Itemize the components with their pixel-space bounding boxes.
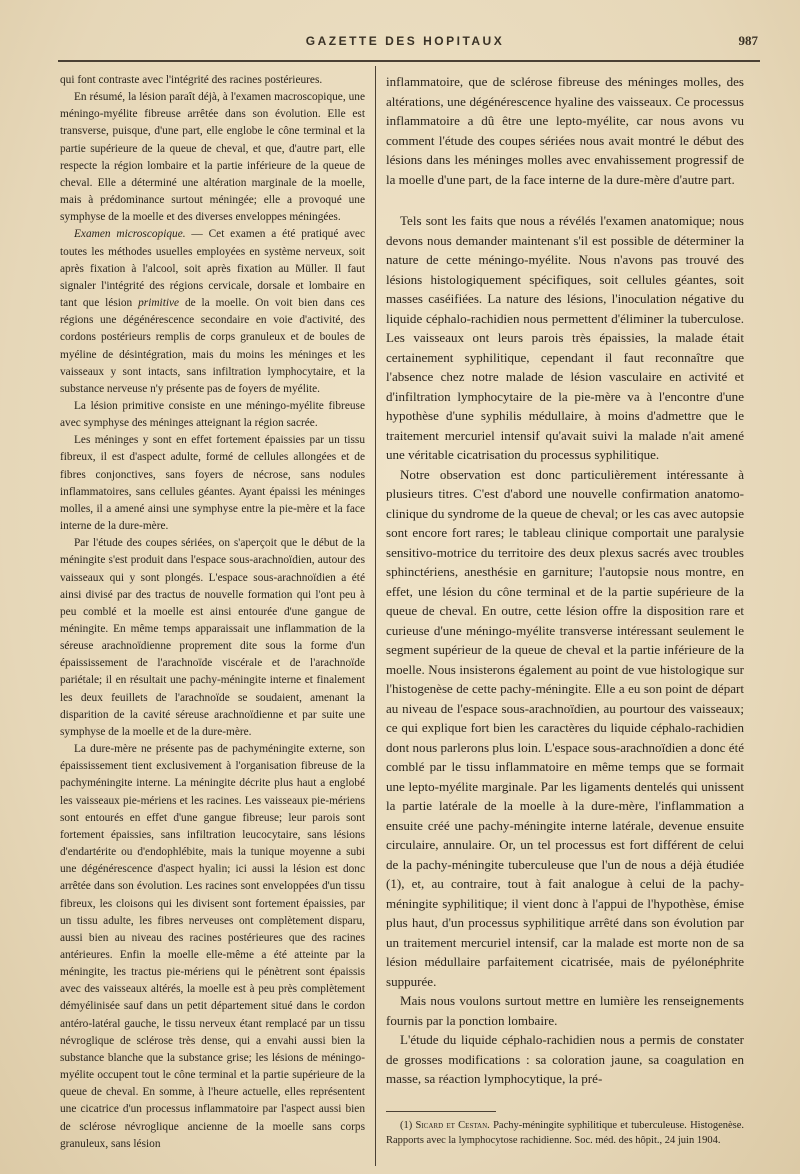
paragraph-text: de la moelle. On voit bien dans ces régions une dégénérescence secondaire en voie d'activité, des cordons postérieurs remplis de corps granuleux et de boules de myéline de désintégration, mais du moins les méninges et les vaisseaux y sont intacts, sans infiltration lymphocytaire, et la substance nerveuse n'y présente pas de foyers de myélite. — [60, 297, 365, 395]
journal-title: GAZETTE DES HOPITAUX — [305, 34, 505, 48]
paragraph: Mais nous voulons surtout mettre en lumière les renseignements fournis par la ponction lombaire. — [386, 993, 744, 1028]
paragraph: En résumé, la lésion paraît déjà, à l'examen macroscopique, une méningo-myélite fibreuse arrêtée dans son évolution. Elle est transverse, puisque, d'une part, elle englobe le cône terminal et la partie supérieure de la queue de cheval, et que, d'autre part, elle respecte la région lombaire et la partie inférieure de la queue de cheval. Elle a déterminé une altération marginale de la moelle, mais à prédominance surtout méningée; elle a provoqué une symphyse de la moelle et des diverses enveloppes méningées. — [60, 91, 365, 224]
paragraph — [60, 226, 365, 398]
right-column — [386, 72, 744, 1148]
footnote-authors: Sicard et Cestan. — [415, 1119, 490, 1131]
footnote-marker: (1) — [400, 1119, 416, 1131]
paragraph: La lésion primitive consiste en une méningo-myélite fibreuse avec symphyse des méninges atteignant la région sacrée. — [60, 399, 365, 430]
emphasis-word: primitive — [138, 297, 180, 310]
left-column — [60, 72, 365, 1153]
paragraph: La dure-mère ne présente pas de pachyméningite externe, son épaississement tient exclusivement à l'organisation fibreuse de la pachyméningite interne. La méningite décrite plus haut a englobé les vaisseaux pie-mériens et les racines. Les vaisseaux pie-mériens sont entourés en effet d'une gangue fibreuse; leur parois sont fortement épaissies, sans infiltration leucocytaire, sans lésions d'endartérite ou d'endophlébite, mais la tunique moyenne a subi une dégénérescence d'aspect hyalin; ici aussi la lésion est donc arrêtée dans son évolution. Les racines sont enveloppées d'un tissu fibreux, les cloisons qui les divisent sont fortement épaissies, par un tissu adulte, les fibres nerveuses ont complètement disparu, aussi bien au niveau des racines postérieures que des racines antérieures. Enfin la moelle elle-même a été atteinte par la méningite, les tractus pie-mériens qui le pénètrent sont épaissis avec des vaisseaux altérés, la moelle est à peu près complètement démyélinisée sauf dans un petit département situé dans le cordon antéro-latéral gauche, le tissu nerveux étant remplacé par un tissu névroglique de sclérose très dense, qui a envahi aussi bien la substance blanche que la substance grise; les lésions de méningo-myélite occupent tout le cône terminal et la partie supérieure de la queue de cheval. En somme, à l'heure actuelle, elles représentent une cicatrice d'un processus inflammatoire par l'aspect aussi bien de sclérose névroglique ancienne de la moelle sans corps granuleux, sans lésion — [60, 743, 365, 1150]
footnote-rule — [386, 1111, 496, 1112]
paragraph: Tels sont les faits que nous a révélés l'examen anatomique; nous devons nous demander maintenant s'il est possible de déterminer la nature de cette méningo-myélite. Nous n'avons pas trouvé des lésions histologiquement spécifiques, soit cellules géantes, soit masses caséifiées. La nature des lésions, l'inoculation négative du liquide céphalo-rachidien nous permettent d'éliminer la tuberculose. Les vaisseaux ont leurs parois très épaissies, la malade était certainement syphilitique, cependant il faut reconnaître que l'absence chez notre malade de lésion vasculaire en activité et d'infiltration lymphocytaire de la pie-mère va à l'encontre d'une hypothèse d'une syphilis médullaire, à moins d'admettre que le traitement mercuriel intensif qu'avait suivi la malade n'ait amené une véritable cicatrisation du processus syphilitique. — [386, 213, 744, 462]
page-header — [52, 30, 758, 52]
column-divider — [375, 66, 376, 1166]
heading-dash: — — [185, 228, 209, 241]
paragraph: L'étude du liquide céphalo-rachidien nous a permis de constater de grosses modifications : sa coloration jaune, sa coagulation en masse, sa réaction lymphocytique, la pré- — [386, 1032, 744, 1086]
paragraph: Par l'étude des coupes sériées, on s'aperçoit que le début de la méningite s'est produit dans l'espace sous-arachnoïdien, autour des vaisseaux qui y sont plongés. L'espace sous-arachnoïdien a été ainsi divisé par des tractus de nouvelle formation qui l'ont peu à peu comblé et la moelle est ainsi entourée d'une gangue de méningite. En même temps apparaissait une inflammation de la séreuse arachnoïdienne proprement dite sous la forme d'un épaississement de l'arachnoïde viscérale et de l'arachnoïde pariétale; il en résultait une pachy-méningite interne et finalement les deux feuillets de l'arachnoïde se soudaient, amenant la disparition de la cavité séreuse arachnoïdienne et par suite une symphyse de la moelle et de la dure-mère. — [60, 537, 365, 738]
page-number: 987 — [738, 33, 758, 48]
paragraph: Notre observation est donc particulièrement intéressante à plusieurs titres. C'est d'abord une nouvelle confirmation anatomo-clinique du syndrome de la queue de cheval; or les cas avec autopsie sont encore fort rares; le tableau clinique comportait une paralysie sensitivo-motrice du territoire des deux plexus sacrés avec troubles sphinctériens, anesthésie en garniture; l'autopsie nous montre, en effet, une lésion du cône terminal et de la partie supérieure de la queue de cheval. En outre, cette lésion offre la disposition rare et curieuse d'une méningo-myélite transverse intéressant seulement le segment supérieur de la queue de cheval et la partie inférieure de la moelle. Nous insisterons également au point de vue histologique sur l'histogenèse de cette pachy-méningite. Elle a eu son point de départ au niveau de l'espace sous-arachnoïdien, au pourtour des vaisseaux; ce qui explique fort bien les caractères du liquide céphalo-rachidien dont nous parlerons plus loin. L'espace sous-arachnoïdien a donc été comblé par le tissu inflammatoire en même temps que se formait une lepto-myélite marginale. Par les ligaments dentelés qui unissent la partie latérale de la moelle à la dure-mère, l'inflammation a ensuite créé une pachy-méningite interne latérale, devenue ensuite circulaire, annulaire. Or, un tel processus est fort différent de celui de la pachy-méningite tuberculeuse que l'un de nous a déjà étudiée (1), et, au contraire, tout à fait analogue à celui de la pachy-méningite syphilitique; il vient donc à l'appui de l'hypothèse, émise plus haut, d'un processus syphilitique arrêté dans son évolution par un traitement mercuriel intensif, car la malade est morte non de sa lésion médullaire parfaitement cicatrisée, mais de pyélonéphrite suppurée. — [386, 466, 744, 989]
paragraph: Les méninges y sont en effet fortement épaissies par un tissu fibreux, il est d'aspect adulte, formé de cellules allongées et de fibres conjonctives, sans foyers de nécrose, sans nodules inflammatoires, sans cellules géantes. Ayant épaissi les méninges molles, il a amené ainsi une symphyse entre la pie-mère et la face interne de la dure-mère. — [60, 434, 365, 533]
paragraph-text: Cet examen a été pratiqué avec toutes les méthodes usuelles employées en système nerveux, soit après fixation à l'alcool, soit après fixation au Müller. Il faut signaler l'intégrité des régions cervicale, dorsale et lombaire en tant que lésion — [60, 228, 365, 310]
footnote — [386, 1118, 744, 1148]
paragraph: qui font contraste avec l'intégrité des racines postérieures. — [60, 74, 323, 86]
section-heading: Examen microscopique. — [74, 228, 186, 241]
header-rule — [58, 60, 760, 62]
paragraph: inflammatoire, que de sclérose fibreuse des méninges molles, des altérations, une dégénérescence hyaline des vaisseaux. Ce processus inflammatoire a dû être une lepto-myélite, car nous avons vu comment l'étude des coupes sériées nous avait montré le début des lésions dans les méninges molles avec envahissement progressif de la moelle d'une part, de la face interne de la dure-mère d'autre part. — [386, 74, 744, 187]
footnote-text: Pachy-méningite syphilitique et tuberculeuse. Histogenèse. Rapports avec la lymphocytose rachidienne. Soc. méd. des hôpit., 24 juin 1904. — [386, 1119, 745, 1146]
